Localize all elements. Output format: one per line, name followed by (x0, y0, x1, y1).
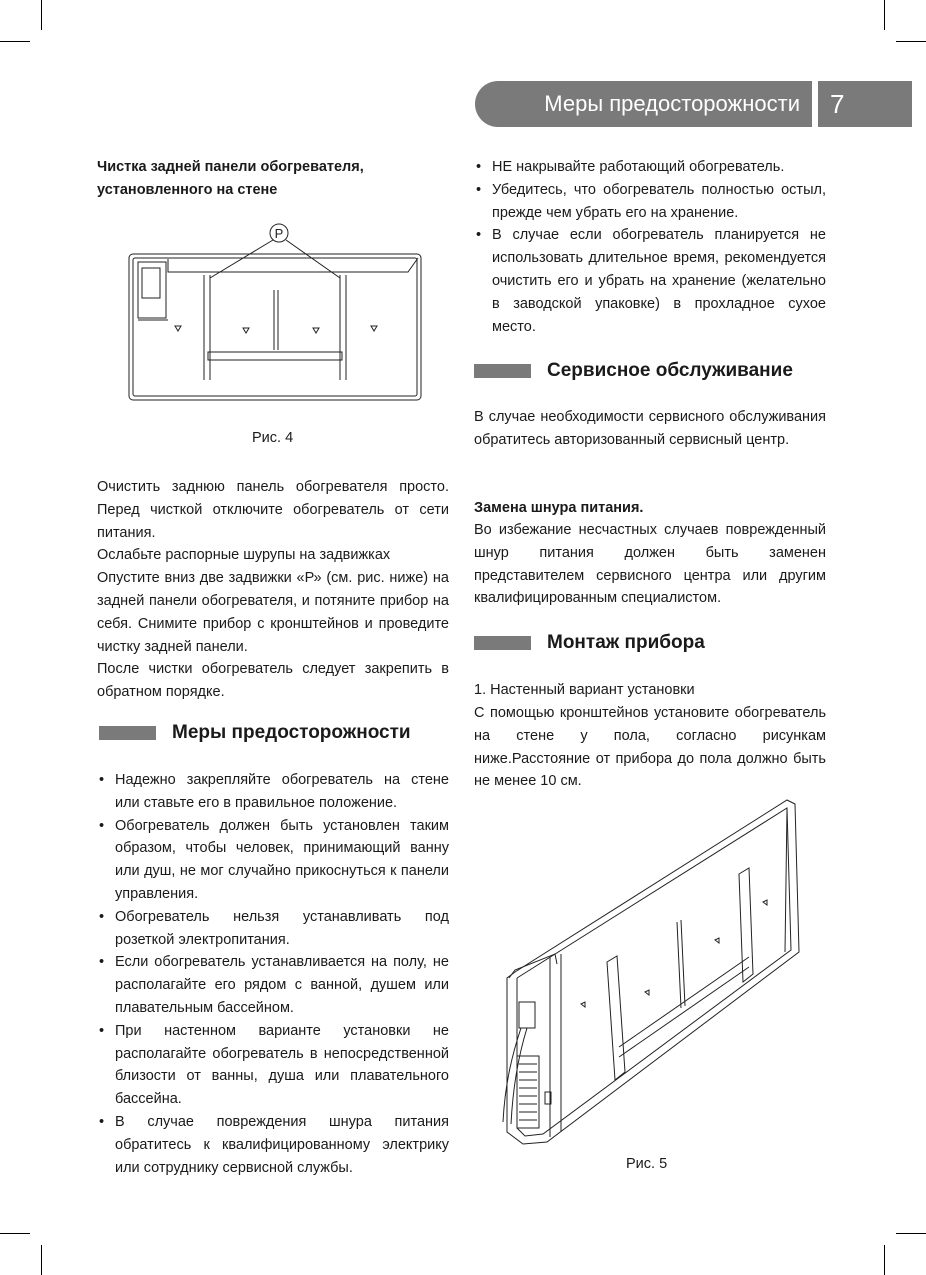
mounting-text: С помощью кронштейнов установите обогреватель на стене у пола, согласно рисункам ниже.Расстояние от прибора до пола должно быть не менее 10 см. (474, 705, 826, 790)
section-bar (474, 364, 531, 378)
precautions-continued-list (474, 156, 826, 338)
crop-mark (896, 1233, 926, 1234)
crop-mark (884, 0, 885, 30)
figure-4-label-p: P (274, 226, 284, 241)
list-item: • Если обогреватель устанавливается на полу, не располагайте его рядом с ванной, душем или плавательным бассейном. (97, 951, 449, 1019)
cleaning-paragraph: После чистки обогреватель следует закрепить в обратном порядке. (97, 661, 449, 701)
cleaning-paragraph: Ослабьте распорные шурупы на задвижках (97, 547, 391, 564)
list-item: • Убедитесь, что обогреватель полностью остыл, прежде чем убрать его на хранение. (474, 179, 826, 225)
section-bar (474, 636, 531, 650)
crop-mark (884, 1245, 885, 1275)
page-number: 7 (818, 81, 912, 127)
list-item: • НЕ накрывайте работающий обогреватель. (474, 156, 826, 179)
header-section-title: Меры предосторожности (475, 81, 812, 127)
figure-4-heater-back (128, 220, 423, 405)
section-title: Меры предосторожности (172, 722, 411, 743)
cord-text: Во избежание несчастных случаев поврежденный шнур питания должен быть заменен представителем сервисного центра или другим квалифицированным специалистом. (474, 522, 826, 607)
cleaning-title: Чистка задней панели обогревателя, установленного на стене (97, 159, 364, 198)
list-item: • В случае повреждения шнура питания обратитесь к квалифицированному электрику или сотруднику сервисной службы. (97, 1111, 449, 1179)
crop-mark (41, 1245, 42, 1275)
list-item: • При настенном варианте установки не располагайте обогреватель в непосредственной близости от ванны, душа или плавательного бассейна. (97, 1020, 449, 1111)
section-bar (99, 726, 156, 740)
list-item: • Надежно закрепляйте обогреватель на стене или ставьте его в правильное положение. (97, 769, 449, 815)
figure-4-caption: Рис. 4 (252, 430, 294, 446)
crop-mark (896, 41, 926, 42)
list-item: • Обогреватель должен быть установлен таким образом, чтобы человек, принимающий ванну или душ, не мог случайно прикоснуться к панели управления. (97, 815, 449, 906)
mounting-subtitle: 1. Настенный вариант установки (474, 682, 695, 698)
cleaning-paragraph: Очистить заднюю панель обогревателя просто. Перед чисткой отключите обогреватель от сети питания. (97, 479, 449, 541)
service-section-header (474, 360, 793, 382)
crop-mark (0, 1233, 30, 1234)
section-title: Монтаж прибора (547, 632, 705, 653)
crop-mark (41, 0, 42, 30)
precautions-section-header (99, 722, 411, 744)
cleaning-text (97, 476, 449, 704)
cord-title: Замена шнура питания. (474, 500, 644, 516)
mounting-section-header (474, 632, 705, 654)
figure-5-heater-wall-mount (495, 792, 805, 1147)
section-title: Сервисное обслуживание (547, 360, 793, 381)
figure-5-caption: Рис. 5 (626, 1156, 668, 1172)
crop-mark (0, 41, 30, 42)
cleaning-paragraph: Опустите вниз две задвижки «Р» (см. рис. ниже) на задней панели обогревателя, и потяните прибор на себя. Снимите прибор с кронштейнов и проведите чистку задней панели. (97, 570, 449, 655)
list-item: • В случае если обогреватель планируется не использовать длительное время, рекомендуется очистить его и убрать на хранение (желательно в заводской упаковке) в прохладное сухое место. (474, 224, 826, 338)
service-text: В случае необходимости сервисного обслуживания обратитесь авторизованный сервисный центр. (474, 409, 826, 448)
precautions-list (97, 769, 449, 1179)
list-item: • Обогреватель нельзя устанавливать под розеткой электропитания. (97, 906, 449, 952)
